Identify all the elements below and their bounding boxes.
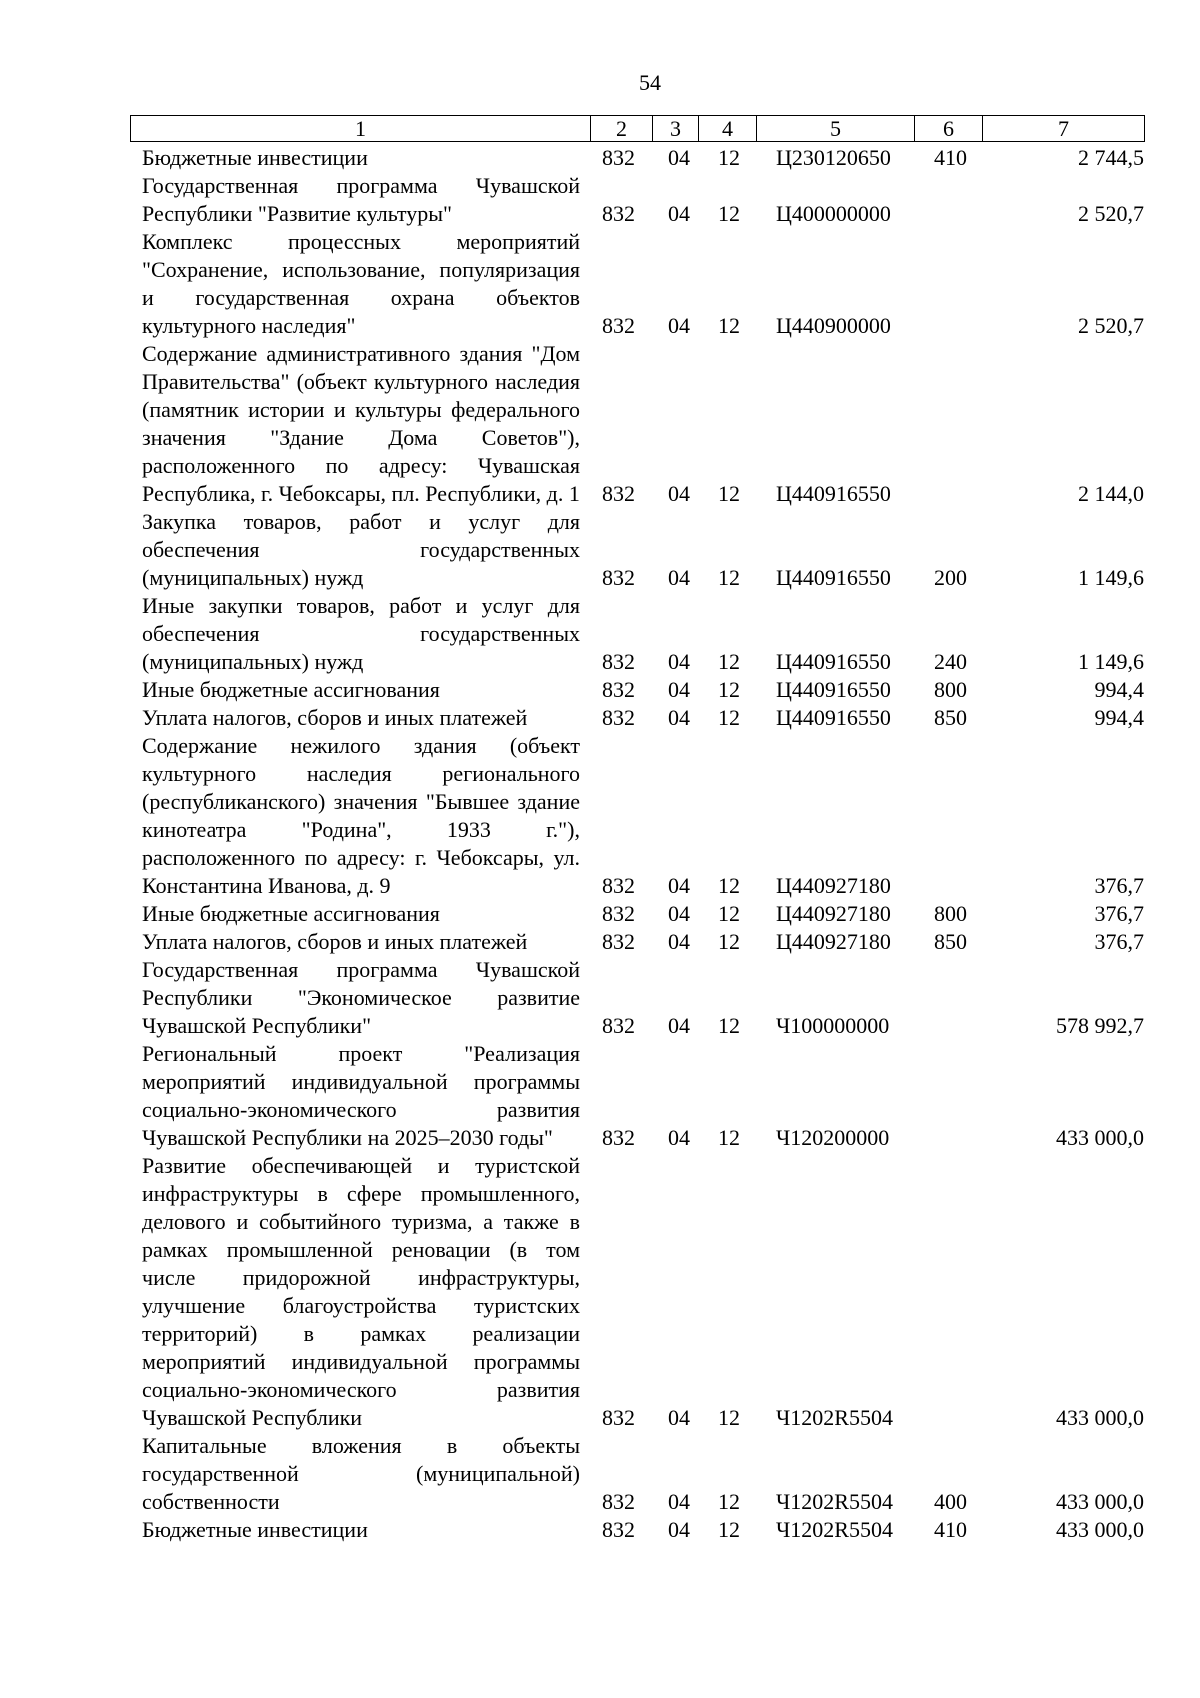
section-code: 04 [668,1125,690,1150]
row-description: Бюджетные инвестиции [142,1517,368,1542]
section-code: 04 [668,873,690,898]
amount: 433 000,0 [1056,1405,1144,1430]
expense-type-code: 850 [934,705,967,730]
ministry-code: 832 [602,1013,635,1038]
ministry-code: 832 [602,929,635,954]
row-description: Уплата налогов, сборов и иных платежей [142,929,528,954]
target-item-code: Ц440900000 [776,313,891,338]
row-description: Иные закупки товаров, работ и услуг для обеспечения государственных (муниципальных) нужд [142,593,580,674]
ministry-code: 832 [602,565,635,590]
ministry-code: 832 [602,1517,635,1542]
section-code: 04 [668,705,690,730]
target-item-code: Ч1202R5504 [776,1517,893,1542]
target-item-code: Ч100000000 [776,1013,890,1038]
target-item-code: Ц440927180 [776,901,891,926]
ministry-code: 832 [602,1489,635,1514]
row-description: Содержание административного здания "Дом Правительства" (объект культурного наследия (памятник истории и культуры федерального значения "Здание Дома Советов"), расположенного по адресу: Чувашская Республика, г. Чебоксары, пл. Республики, д. 1 [142,341,580,506]
expense-type-code: 800 [934,677,967,702]
column-header-2: 2 [591,116,653,142]
target-item-code: Ч1202R5504 [776,1489,893,1514]
target-item-code: Ц440916550 [776,677,891,702]
target-item-code: Ц440927180 [776,929,891,954]
ministry-code: 832 [602,145,635,170]
row-description: Содержание нежилого здания (объект культурного наследия регионального (республиканского) значения "Бывшее здание кинотеатра "Родина", 1933 г."), расположенного по адресу: г. Чебоксары, ул. Константина Иванова, д. 9 [142,733,580,898]
table-row [0,592,1200,676]
subsection-code: 12 [718,649,740,674]
target-item-code: Ц230120650 [776,145,891,170]
amount: 376,7 [1094,929,1144,954]
row-description: Государственная программа Чувашской Республики "Развитие культуры" [142,173,580,226]
row-description: Закупка товаров, работ и услуг для обеспечения государственных (муниципальных) нужд [142,509,580,590]
row-description: Капитальные вложения в объекты государственной (муниципальной) собственности [142,1433,580,1514]
target-item-code: Ц440916550 [776,481,891,506]
subsection-code: 12 [718,565,740,590]
subsection-code: 12 [718,1405,740,1430]
subsection-code: 12 [718,201,740,226]
table-row [0,1152,1200,1432]
section-code: 04 [668,1013,690,1038]
row-description: Комплекс процессных мероприятий "Сохранение, использование, популяризация и государственная охрана объектов культурного наследия" [142,229,580,338]
amount: 433 000,0 [1056,1125,1144,1150]
target-item-code: Ц440916550 [776,649,891,674]
table-row [0,1040,1200,1152]
amount: 578 992,7 [1056,1013,1144,1038]
section-code: 04 [668,1489,690,1514]
section-code: 04 [668,901,690,926]
amount: 2 520,7 [1078,201,1144,226]
subsection-code: 12 [718,481,740,506]
column-header-3: 3 [653,116,699,142]
amount: 433 000,0 [1056,1489,1144,1514]
amount: 1 149,6 [1078,565,1144,590]
row-description: Региональный проект "Реализация мероприятий индивидуальной программы социально-экономического развития Чувашской Республики на 2025–2030 годы" [142,1041,580,1150]
ministry-code: 832 [602,649,635,674]
section-code: 04 [668,201,690,226]
section-code: 04 [668,565,690,590]
column-header-5: 5 [757,116,915,142]
section-code: 04 [668,313,690,338]
amount: 2 520,7 [1078,313,1144,338]
amount: 376,7 [1094,873,1144,898]
subsection-code: 12 [718,1125,740,1150]
column-header-6: 6 [915,116,983,142]
subsection-code: 12 [718,313,740,338]
column-header-table [130,115,1145,142]
column-header-7: 7 [983,116,1145,142]
subsection-code: 12 [718,145,740,170]
table-row [0,900,1200,928]
table-row [0,144,1200,172]
amount: 1 149,6 [1078,649,1144,674]
ministry-code: 832 [602,873,635,898]
expense-type-code: 400 [934,1489,967,1514]
target-item-code: Ц400000000 [776,201,891,226]
table-row [0,704,1200,732]
amount: 433 000,0 [1056,1517,1144,1542]
row-description: Бюджетные инвестиции [142,145,368,170]
amount: 2 744,5 [1078,145,1144,170]
page-number: 54 [639,70,661,95]
amount: 2 144,0 [1078,481,1144,506]
table-row [0,340,1200,508]
table-row [0,1516,1200,1544]
amount: 994,4 [1094,677,1144,702]
column-header-row [131,116,1145,142]
ministry-code: 832 [602,1405,635,1430]
table-row [0,956,1200,1040]
ministry-code: 832 [602,901,635,926]
subsection-code: 12 [718,1013,740,1038]
subsection-code: 12 [718,705,740,730]
target-item-code: Ч1202R5504 [776,1405,893,1430]
section-code: 04 [668,481,690,506]
table-row [0,1432,1200,1516]
row-description: Иные бюджетные ассигнования [142,677,440,702]
target-item-code: Ц440927180 [776,873,891,898]
table-row [0,732,1200,900]
expense-type-code: 410 [934,145,967,170]
ministry-code: 832 [602,201,635,226]
table-row [0,172,1200,228]
section-code: 04 [668,1405,690,1430]
target-item-code: Ч120200000 [776,1125,890,1150]
amount: 376,7 [1094,901,1144,926]
row-description: Иные бюджетные ассигнования [142,901,440,926]
ministry-code: 832 [602,1125,635,1150]
ministry-code: 832 [602,705,635,730]
target-item-code: Ц440916550 [776,565,891,590]
table-row [0,508,1200,592]
section-code: 04 [668,1517,690,1542]
section-code: 04 [668,145,690,170]
subsection-code: 12 [718,1489,740,1514]
row-description: Уплата налогов, сборов и иных платежей [142,705,528,730]
subsection-code: 12 [718,873,740,898]
column-header-4: 4 [699,116,757,142]
column-header-1: 1 [131,116,591,142]
table-row [0,676,1200,704]
subsection-code: 12 [718,901,740,926]
budget-table-body [0,144,1200,1544]
section-code: 04 [668,677,690,702]
section-code: 04 [668,929,690,954]
row-description: Государственная программа Чувашской Республики "Экономическое развитие Чувашской Республики" [142,957,580,1038]
table-row [0,228,1200,340]
expense-type-code: 850 [934,929,967,954]
section-code: 04 [668,649,690,674]
subsection-code: 12 [718,1517,740,1542]
subsection-code: 12 [718,677,740,702]
ministry-code: 832 [602,313,635,338]
target-item-code: Ц440916550 [776,705,891,730]
ministry-code: 832 [602,481,635,506]
expense-type-code: 200 [934,565,967,590]
expense-type-code: 410 [934,1517,967,1542]
expense-type-code: 800 [934,901,967,926]
amount: 994,4 [1094,705,1144,730]
ministry-code: 832 [602,677,635,702]
table-row [0,928,1200,956]
subsection-code: 12 [718,929,740,954]
row-description: Развитие обеспечивающей и туристской инфраструктуры в сфере промышленного, делового и событийного туризма, а также в рамках промышленной реновации (в том числе придорожной инфраструктуры, улучшение благоустройства туристских территорий) в рамках реализации мероприятий индивидуальной программы социально-экономического развития Чувашской Республики [142,1153,580,1430]
expense-type-code: 240 [934,649,967,674]
